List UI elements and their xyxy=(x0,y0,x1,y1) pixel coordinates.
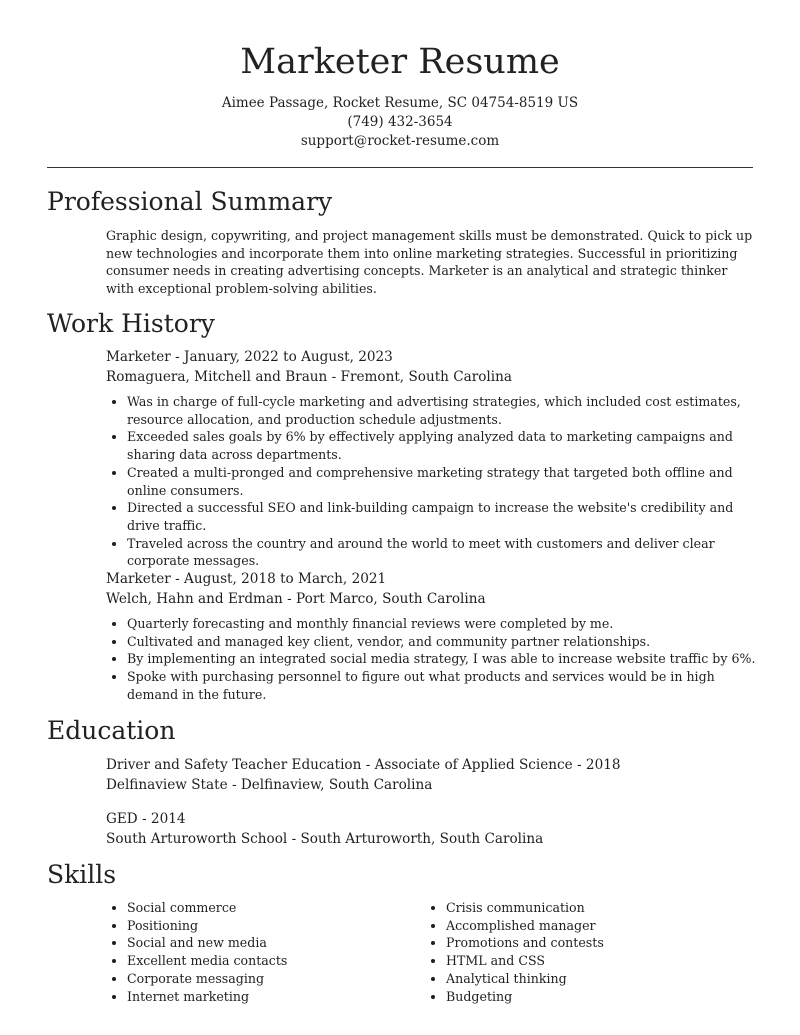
school-line: South Arturoworth School - South Arturoworth, South Carolina xyxy=(106,831,544,847)
contact-phone: (749) 432-3654 xyxy=(347,114,453,130)
job-title-line: Marketer - August, 2018 to March, 2021 xyxy=(106,571,387,587)
job-bullets xyxy=(106,615,756,704)
education-heading: Education xyxy=(47,716,176,745)
skill-item: Analytical thinking xyxy=(425,970,725,988)
education-entry xyxy=(106,755,756,795)
list-item: Created a multi-pronged and comprehensive marketing strategy that targeted both offline and online consumers. xyxy=(106,464,756,499)
job-entry xyxy=(106,569,756,704)
skill-item: Social and new media xyxy=(106,934,406,952)
skill-item: Social commerce xyxy=(106,899,406,917)
list-item: Was in charge of full-cycle marketing and advertising strategies, which included cost estimates, resource allocation, and production schedule adjustments. xyxy=(106,393,756,428)
skill-item: Accomplished manager xyxy=(425,917,725,935)
skill-item: Internet marketing xyxy=(106,988,406,1006)
summary-text: Graphic design, copywriting, and project management skills must be demonstrated. Quick to pick up new technologies and incorporate them into online marketing strategies. Successful in prioritizing consumer needs in creating advertising concepts. Marketer is an analytical and strategic thinker with exceptional problem-solving abilities. xyxy=(106,228,753,297)
list-item: Spoke with purchasing personnel to figure out what products and services would be in high demand in the future. xyxy=(106,668,756,703)
work-history-heading: Work History xyxy=(47,309,215,338)
job-company-line: Welch, Hahn and Erdman - Port Marco, South Carolina xyxy=(106,591,486,607)
skill-item: Corporate messaging xyxy=(106,970,406,988)
contact-address: Aimee Passage, Rocket Resume, SC 04754-8519 US xyxy=(221,95,579,111)
school-line: Delfinaview State - Delfinaview, South Carolina xyxy=(106,777,433,793)
skill-item: Positioning xyxy=(106,917,406,935)
list-item: Cultivated and managed key client, vendor, and community partner relationships. xyxy=(106,633,756,651)
job-bullets xyxy=(106,393,756,570)
skill-item: Budgeting xyxy=(425,988,725,1006)
skill-item: Excellent media contacts xyxy=(106,952,406,970)
skills-list xyxy=(425,899,725,1005)
header-divider xyxy=(47,167,753,168)
list-item: By implementing an integrated social media strategy, I was able to increase website traffic by 6%. xyxy=(106,650,756,668)
skills-column-right xyxy=(425,899,725,1005)
list-item: Traveled across the country and around the world to meet with customers and deliver clear corporate messages. xyxy=(106,535,756,570)
job-company-line: Romaguera, Mitchell and Braun - Fremont, South Carolina xyxy=(106,369,512,385)
skills-column-left xyxy=(106,899,406,1005)
job-title-line: Marketer - January, 2022 to August, 2023 xyxy=(106,349,393,365)
list-item: Exceeded sales goals by 6% by effectively applying analyzed data to marketing campaigns and sharing data across departments. xyxy=(106,428,756,463)
skills-list xyxy=(106,899,406,1005)
degree-line: Driver and Safety Teacher Education - Associate of Applied Science - 2018 xyxy=(106,757,621,773)
list-item: Directed a successful SEO and link-building campaign to increase the website's credibility and drive traffic. xyxy=(106,499,756,534)
skill-item: Crisis communication xyxy=(425,899,725,917)
summary-heading: Professional Summary xyxy=(47,187,333,216)
resume-header xyxy=(0,0,800,151)
skill-item: HTML and CSS xyxy=(425,952,725,970)
skill-item: Promotions and contests xyxy=(425,934,725,952)
list-item: Quarterly forecasting and monthly financial reviews were completed by me. xyxy=(106,615,756,633)
contact-email: support@rocket-resume.com xyxy=(300,133,500,149)
skills-heading: Skills xyxy=(47,860,117,889)
education-entry xyxy=(106,809,756,849)
degree-line: GED - 2014 xyxy=(106,811,186,827)
resume-title: Marketer Resume xyxy=(240,42,560,82)
job-entry xyxy=(106,347,756,570)
